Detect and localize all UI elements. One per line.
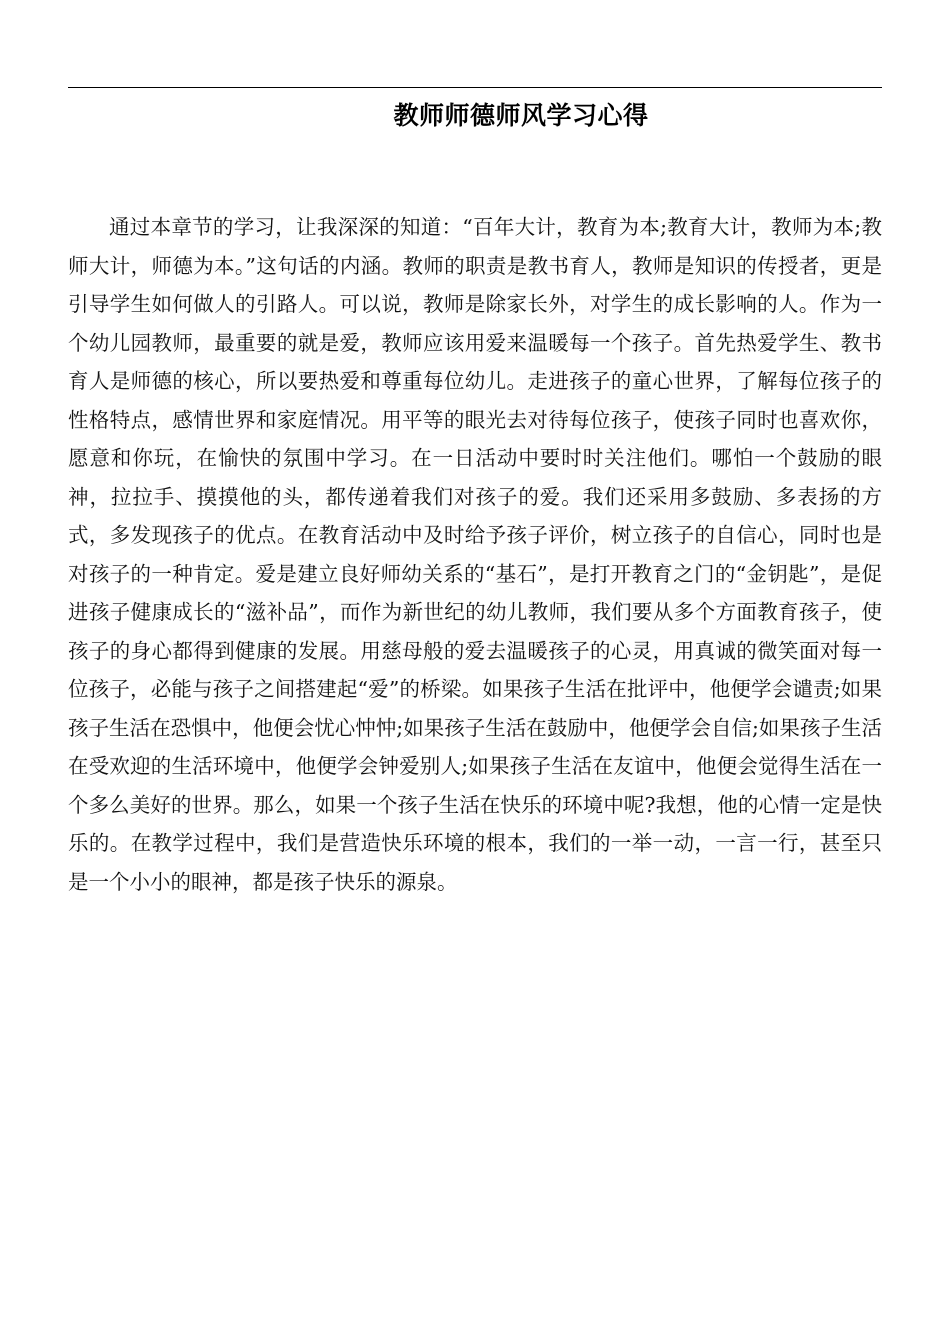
page-title: 教师师德师风学习心得 (393, 101, 649, 130)
body-paragraph: 通过本章节的学习，让我深深的知道：“百年大计，教育为本;教育大计，教师为本;教师大计，师德为本。”这句话的内涵。教师的职责是教书育人，教师是知识的传授者，更是引导学生如何做人的引路人。可以说，教师是除家长外，对学生的成长影响的人。作为一个幼儿园教师，最重要的就是爱，教师应该用爱来温暖每一个孩子。首先热爱学生、教书育人是师德的核心，所以要热爱和尊重每位幼儿。走进孩子的童心世界，了解每位孩子的性格特点，感情世界和家庭情况。用平等的眼光去对待每位孩子，使孩子同时也喜欢你，愿意和你玩，在愉快的氛围中学习。在一日活动中要时时关注他们。哪怕一个鼓励的眼神，拉拉手、摸摸他的头，都传递着我们对孩子的爱。我们还采用多鼓励、多表扬的方式，多发现孩子的优点。在教育活动中及时给予孩子评价，树立孩子的自信心，同时也是对孩子的一种肯定。爱是建立良好师幼关系的“基石”，是打开教育之门的“金钥匙”，是促进孩子健康成长的“滋补品”，而作为新世纪的幼儿教师，我们要从多个方面教育孩子，使孩子的身心都得到健康的发展。用慈母般的爱去温暖孩子的心灵，用真诚的微笑面对每一位孩子，必能与孩子之间搭建起“爱”的桥梁。如果孩子生活在批评中，他便学会谴责;如果孩子生活在恐惧中，他便会忧心忡忡;如果孩子生活在鼓励中，他便学会自信;如果孩子生活在受欢迎的生活环境中，他便学会钟爱别人;如果孩子生活在友谊中，他便会觉得生活在一个多么美好的世界。那么，如果一个孩子生活在快乐的环境中呢?我想，他的心情一定是快乐的。在教学过程中，我们是营造快乐环境的根本，我们的一举一动，一言一行，甚至只是一个小小的眼神，都是孩子快乐的源泉。 (68, 215, 882, 894)
header-rule (68, 87, 882, 88)
